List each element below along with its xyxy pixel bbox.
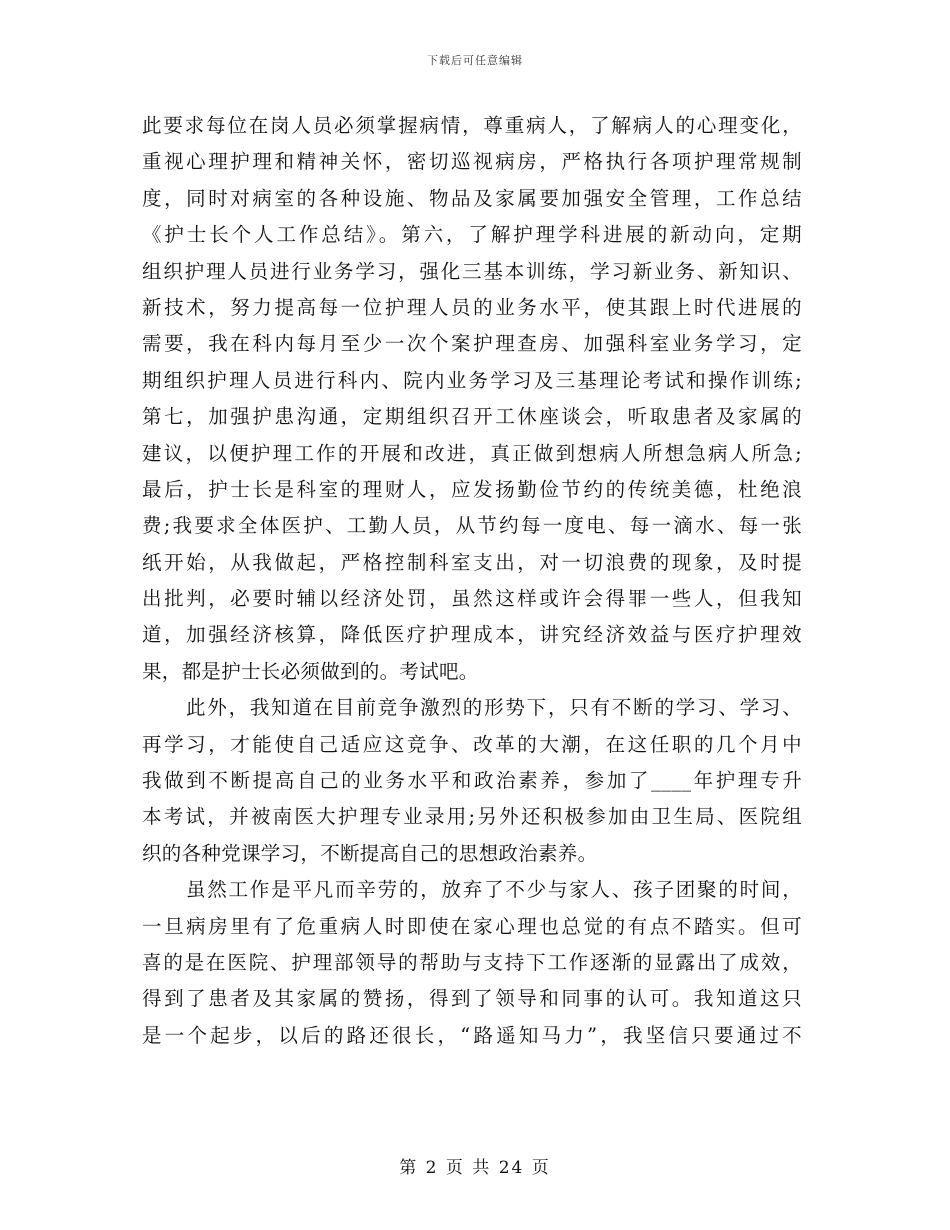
text-line: 喜的是在医院、护理部领导的帮助与支持下工作逐渐的显露出了成效， [142,950,802,974]
page-header: 下载后可任意编辑 [427,54,523,67]
text-line: 是一个起步，以后的路还很长，“路遥知马力”，我坚信只要通过不 [142,1023,802,1047]
document-body [142,108,802,1054]
text-line: 虽然工作是平凡而辛劳的，放弃了不少与家人、孩子团聚的时间， [186,878,802,902]
page-number: 第 2 页 共 24 页 [399,1158,551,1178]
text-line: 果，都是护士长必须做到的。考试吧。 [142,659,479,683]
text-line: 重视心理护理和精神关怀，密切巡视病房，严格执行各项护理常规制 [142,150,802,174]
text-line: 费;我要求全体医护、工勤人员，从节约每一度电、每一滴水、每一张 [142,514,802,538]
text-line: 织的各种党课学习，不断提高自己的思想政治素养。 [142,841,598,865]
text-line: 再学习，才能使自己适应这竞争、改革的大潮，在这任职的几个月中 [142,732,802,756]
text-line: 得到了患者及其家属的赞扬，得到了领导和同事的认可。我知道这只 [142,987,802,1011]
text-line: 本考试，并被南医大护理专业录用;另外还积极参加由卫生局、医院组 [142,805,802,829]
text-line: 第七，加强护患沟通，定期组织召开工休座谈会，听取患者及家属的 [142,405,802,429]
text-line: 我做到不断提高自己的业务水平和政治素养，参加了____年护理专升 [142,769,802,793]
text-line: 最后，护士长是科室的理财人，应发扬勤俭节约的传统美德，杜绝浪 [142,477,802,501]
text-line: 需要，我在科内每月至少一次个案护理查房、加强科室业务学习，定 [142,332,802,356]
text-line: 组织护理人员进行业务学习，强化三基本训练，学习新业务、新知识、 [142,259,802,283]
text-line: 此外，我知道在目前竞争激烈的形势下，只有不断的学习、学习、 [186,696,802,720]
text-line: 此要求每位在岗人员必须掌握病情，尊重病人，了解病人的心理变化， [142,114,802,137]
text-line: 纸开始，从我做起，严格控制科室支出，对一切浪费的现象，及时提 [142,550,802,574]
text-line: 出批判，必要时辅以经济处罚，虽然这样或许会得罪一些人，但我知 [142,587,802,611]
text-line: 期组织护理人员进行科内、院内业务学习及三基理论考试和操作训练; [142,368,802,392]
text-line: 度，同时对病室的各种设施、物品及家属要加强安全管理，工作总结 [142,186,802,210]
text-line: 一旦病房里有了危重病人时即使在家心理也总觉的有点不踏实。但可 [142,914,802,938]
text-line: 道，加强经济核算，降低医疗护理成本，讲究经济效益与医疗护理效 [142,623,802,647]
text-line: 《护士长个人工作总结》。第六，了解护理学科进展的新动向，定期 [142,223,802,247]
text-line: 新技术，努力提高每一位护理人员的业务水平，使其跟上时代进展的 [142,295,802,319]
text-line: 建议，以便护理工作的开展和改进，真正做到想病人所想急病人所急; [142,441,802,465]
